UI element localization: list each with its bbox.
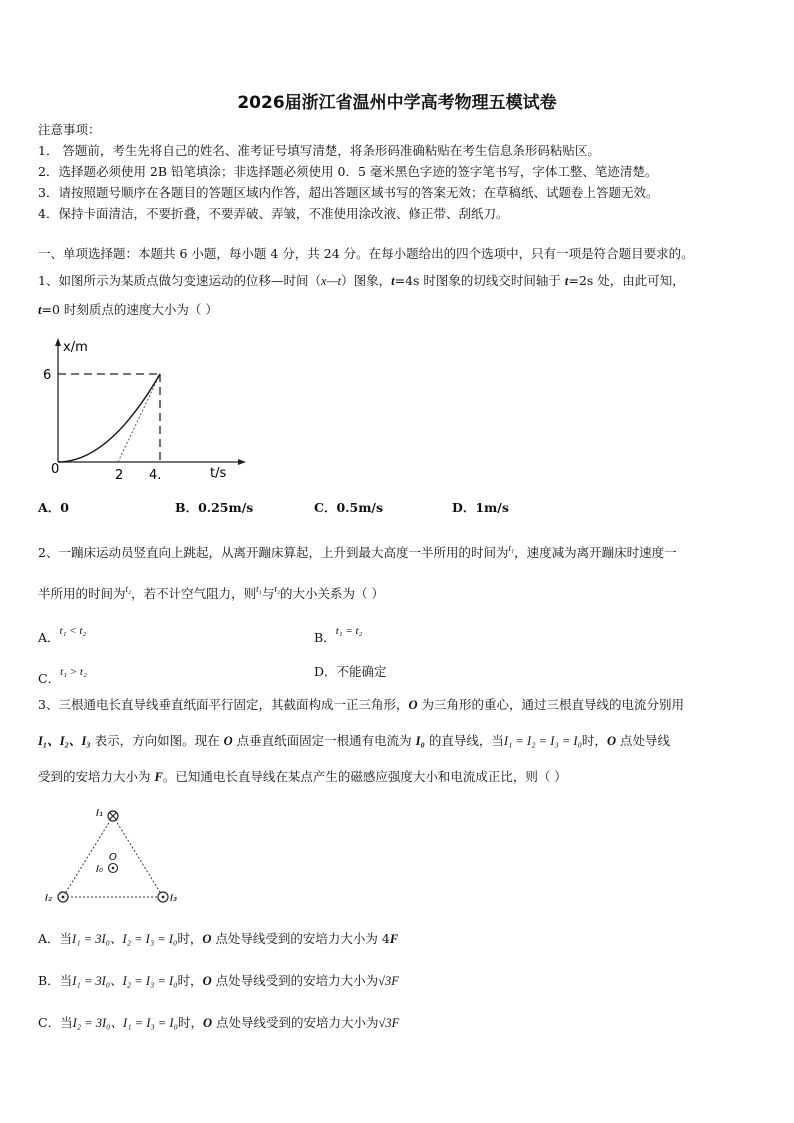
- q1-line2: t=0 时刻质点的速度大小为（ ）: [38, 302, 218, 317]
- fig-label-I3: I₃: [170, 893, 177, 904]
- q1-option-c[interactable]: C．0.5m/s: [314, 500, 384, 515]
- q2-option-d[interactable]: D．不能确定: [314, 664, 387, 679]
- q2-line2: 半所用的时间为$^{t_2}$，若不计空气阻力，则$^{t_1}$与$^{t_2}$的大小关系为（ ）: [38, 584, 384, 601]
- q1-graph: [36, 336, 256, 486]
- q2-option-c[interactable]: C．t₁ > t₂: [38, 666, 87, 686]
- notice-item-2: 2．选择题必须使用 2B 铅笔填涂；非选择题必须使用 0．5 毫米黑色字迹的签字笔书写，字体工整、笔迹清楚。: [38, 164, 658, 179]
- graph-x-tick-4: 4.: [149, 468, 162, 483]
- q3-line1: 3、三根通电长直导线垂直纸面平行固定，其截面构成一正三角形，O 为三角形的重心，通过三根直导线的电流分别用: [38, 697, 684, 712]
- graph-x-tick-2: 2: [115, 468, 124, 483]
- page-title: 2026届浙江省温州中学高考物理五模试卷: [237, 93, 557, 113]
- fig-label-I1: I₁: [96, 808, 103, 819]
- notice-item-1: 1． 答题前，考生先将自己的姓名、准考证号填写清楚，将条形码准确粘贴在考生信息条形码粘贴区。: [38, 143, 600, 158]
- q2-option-a[interactable]: A．t₁ < t₂: [38, 625, 87, 645]
- q2-line1: 2、一蹦床运动员竖直向上跳起，从离开蹦床算起，上升到最大高度一半所用的时间为$^{t_1}$，速度减为离开蹦床时速度一: [38, 543, 677, 560]
- fig-label-O: O: [109, 852, 117, 863]
- q3-line2: I₁、I₂、I₃ 表示，方向如图。现在 O 点垂直纸面固定一根通有电流为 I₀ 的直导线，当I₁ = I₂ = I₃ = I₀时，O 点处导线: [38, 733, 670, 748]
- fig-label-I2: I₂: [45, 893, 52, 904]
- graph-y-tick-6: 6: [43, 368, 52, 383]
- q3-option-b[interactable]: B．当I₁ = 3I₀、I₂ = I₃ = I₀时，O 点处导线受到的安培力大小为√3F: [38, 973, 399, 988]
- q3-figure: [36, 802, 196, 912]
- graph-xlabel: t/s: [210, 466, 227, 481]
- notice-item-4: 4．保持卡面清洁，不要折叠，不要弄破、弄皱，不准使用涂改液、修正带、刮纸刀。: [38, 206, 509, 221]
- q1-option-b[interactable]: B．0.25m/s: [175, 500, 254, 515]
- notice-item-3: 3．请按照题号顺序在各题目的答题区域内作答，超出答题区域书写的答案无效；在草稿纸、试题卷上答题无效。: [38, 185, 659, 200]
- notice-heading: 注意事项：: [38, 122, 101, 137]
- q3-line3: 受到的安培力大小为 F。已知通电长直导线在某点产生的磁感应强度大小和电流成正比，则（ ）: [38, 769, 567, 784]
- q3-option-a[interactable]: A．当I₁ = 3I₀、I₂ = I₃ = I₀时，O 点处导线受到的安培力大小为 4F: [38, 931, 399, 946]
- graph-origin: 0: [51, 462, 60, 477]
- q1-line1: 1、如图所示为某质点做匀变速运动的位移—时间（x—t）图象，t=4s 时图象的切线交时间轴于 t=2s 处，由此可知，: [38, 273, 685, 288]
- q1-option-d[interactable]: D．1m/s: [452, 500, 509, 515]
- q2-option-b[interactable]: B．t₁ = t₂: [314, 625, 363, 645]
- graph-ylabel: x/m: [63, 340, 88, 355]
- q1-option-a[interactable]: A．0: [38, 500, 69, 515]
- q3-option-c[interactable]: C．当I₂ = 3I₀、I₁ = I₃ = I₀时，O 点处导线受到的安培力大小为√3F: [38, 1015, 400, 1030]
- fig-label-I0: I₀: [96, 864, 103, 875]
- section-heading: 一、单项选择题：本题共 6 小题，每小题 4 分，共 24 分。在每小题给出的四个选项中，只有一项是符合题目要求的。: [38, 246, 694, 261]
